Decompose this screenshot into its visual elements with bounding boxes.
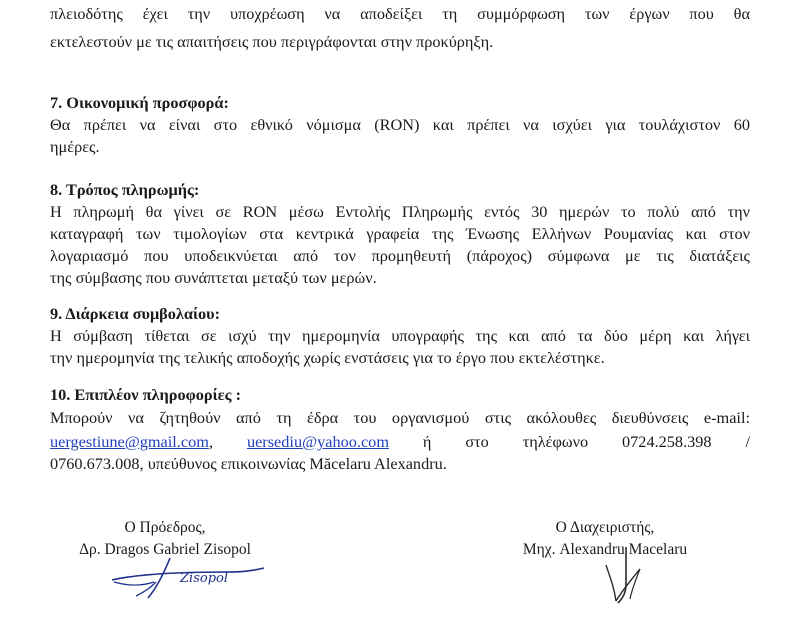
section-8-line-3: λογαριασμό που υποδεικνύεται από τον προμηθευτή (πάροχος) σύμφωνα με τις διατάξεις bbox=[50, 246, 750, 265]
section-10-line-1: Μπορούν να ζητηθούν από τη έδρα του οργανισμού στις ακόλουθες διευθύνσεις e-mail: bbox=[50, 408, 750, 427]
section-10-line-3: 0760.673.008, υπεύθυνος επικοινωνίας Măcelaru Alexandru. bbox=[50, 454, 447, 473]
administrator-title: Ο Διαχειριστής, bbox=[555, 519, 655, 536]
section-7-line-1: Θα πρέπει να είναι στο εθνικό νόμισμα (RON) και πρέπει να ισχύει για τουλάχιστον 60 bbox=[50, 115, 750, 134]
section-7-line-2: ημέρες. bbox=[50, 137, 100, 156]
administrator-name: Μηχ. Alexandru Macelaru bbox=[522, 541, 688, 558]
section-10-line-2 bbox=[50, 430, 750, 454]
email-separator: , bbox=[208, 432, 214, 451]
section-9-heading: 9. Διάρκεια συμβολαίου: bbox=[50, 304, 221, 323]
president-name: Δρ. Dragos Gabriel Zisopol bbox=[79, 541, 251, 558]
administrator-handwritten-signature bbox=[596, 545, 656, 607]
email-link-gestiune[interactable]: uergestiune@gmail.com bbox=[50, 432, 209, 451]
email-link-sediu[interactable]: uersediu@yahoo.com bbox=[246, 432, 389, 451]
section-8-heading: 8. Τρόπος πληρωμής: bbox=[50, 180, 200, 199]
section-9-line-2: την ημερομηνία της τελικής αποδοχής χωρίς ενστάσεις για το έργο που εκτελέστηκε. bbox=[50, 348, 605, 367]
president-handwritten-signature bbox=[108, 552, 268, 604]
phone-text: ή στο τηλέφωνο 0724.258.398 / bbox=[422, 432, 750, 451]
section-8-line-1: Η πληρωμή θα γίνει σε RON μέσω Εντολής Πληρωμής εντός 30 ημερών το πολύ από την bbox=[50, 202, 750, 221]
section-10-heading: 10. Επιπλέον πληροφορίες : bbox=[50, 385, 242, 404]
section-9-line-1: Η σύμβαση τίθεται σε ισχύ την ημερομηνία υπογραφής της και από τα δύο μέρη και λήγει bbox=[50, 326, 750, 345]
section-8-line-2: καταγραφή των τιμολογίων στα κεντρικά γραφεία της Ένωσης Ελλήνων Ρουμανίας και στον bbox=[50, 224, 750, 243]
section-7-heading: 7. Οικονομική προσφορά: bbox=[50, 93, 229, 112]
signature-scrawl-text: Zisopol bbox=[180, 571, 228, 586]
president-title: Ο Πρόεδρος, bbox=[124, 519, 206, 536]
intro-line-2: εκτελεστούν με τις απαιτήσεις που περιγράφονται στην προκύρηξη. bbox=[50, 32, 494, 51]
intro-line-1: πλειοδότης έχει την υποχρέωση να αποδείξει τη συμμόρφωση των έργων που θα bbox=[50, 4, 750, 23]
section-8-line-4: της σύμβασης που συνάπτεται μεταξύ των μερών. bbox=[50, 268, 377, 287]
